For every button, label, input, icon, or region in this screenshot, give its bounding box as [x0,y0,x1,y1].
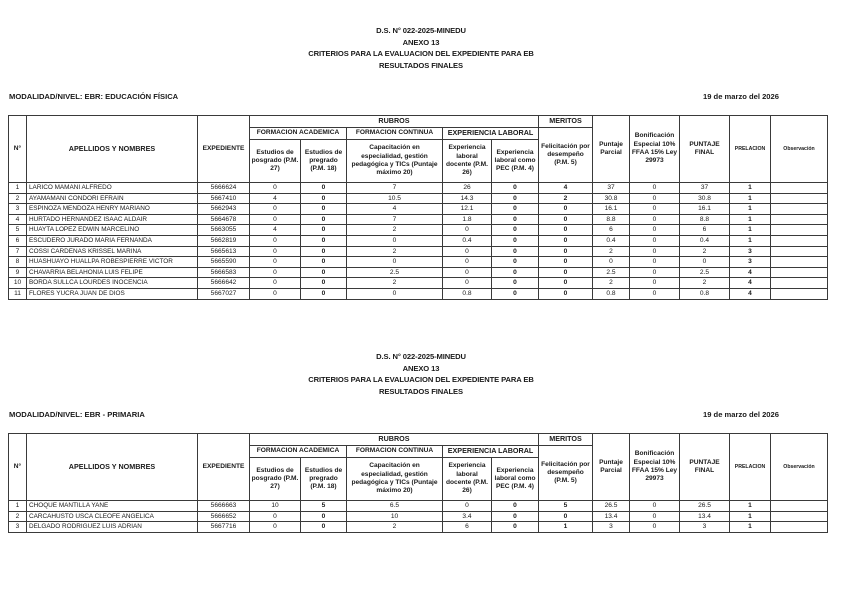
modalidad-label: MODALIDAD/NIVEL: EBR - PRIMARIA [9,410,145,419]
cell-n: 4 [9,214,27,225]
cell-nombre: ESCUDERO JURADO MARIA FERNANDA [27,235,198,246]
cell-capacitacion: 2 [347,246,443,257]
cell-parcial: 2 [593,278,630,289]
cell-n: 3 [9,522,27,533]
cell-prelacion: 1 [730,193,771,204]
col-exp-docente: Experiencia laboral docente (P.M. 26) [443,140,492,183]
cell-pregrado: 0 [301,511,347,522]
cell-exp-docente: 0 [443,225,492,236]
table-row [9,257,828,268]
cell-observacion [771,522,828,533]
cell-pregrado: 0 [301,522,347,533]
col-experiencia-laboral: EXPERIENCIA LABORAL [443,446,539,458]
cell-exp-pec: 0 [492,267,539,278]
cell-final: 37 [680,183,730,194]
annex-title: ANEXO 13 [402,363,440,373]
col-nombre: APELLIDOS Y NOMBRES [27,116,198,183]
cell-n: 9 [9,267,27,278]
col-expediente: EXPEDIENTE [198,434,250,501]
col-posgrado: Estudios de posgrado (P.M. 27) [250,458,301,501]
cell-final: 2 [680,278,730,289]
cell-posgrado: 0 [250,288,301,299]
cell-pregrado: 5 [301,501,347,512]
cell-prelacion: 1 [730,225,771,236]
cell-observacion [771,278,828,289]
table-row [9,214,828,225]
cell-felicitacion: 0 [539,288,593,299]
cell-final: 2.5 [680,267,730,278]
table-row [9,225,828,236]
cell-parcial: 3 [593,522,630,533]
cell-bonificacion: 0 [630,278,680,289]
cell-observacion [771,225,828,236]
cell-felicitacion: 1 [539,522,593,533]
cell-capacitacion: 0 [347,257,443,268]
cell-expediente: 5667410 [198,193,250,204]
cell-n: 7 [9,246,27,257]
table-row [9,522,828,533]
cell-final: 2 [680,246,730,257]
cell-nombre: LARICO MAMANI ALFREDO [27,183,198,194]
date-label: 19 de marzo del 2026 [703,410,779,419]
cell-posgrado: 0 [250,522,301,533]
cell-parcial: 2 [593,246,630,257]
cell-capacitacion: 2 [347,522,443,533]
col-capacitacion: Capacitación en especialidad, gestión pedagógica y TICs (Puntaje máximo 20) [347,458,443,501]
cell-n: 6 [9,235,27,246]
cell-exp-pec: 0 [492,246,539,257]
date-label: 19 de marzo del 2026 [703,92,779,101]
cell-parcial: 0.8 [593,288,630,299]
cell-parcial: 6 [593,225,630,236]
col-n: N° [9,116,27,183]
cell-capacitacion: 2 [347,278,443,289]
results-title: RESULTADOS FINALES [379,386,463,396]
col-felicitacion: Felicitación por desempeño (P.M. 5) [539,128,593,183]
cell-exp-docente: 0 [443,246,492,257]
cell-observacion [771,501,828,512]
cell-nombre: HUAYTA LOPEZ EDWIN MARCELINO [27,225,198,236]
table-row [9,267,828,278]
cell-expediente: 5662943 [198,204,250,215]
cell-exp-pec: 0 [492,257,539,268]
col-bonificacion: Bonificación Especial 10% FFAA 15% Ley 29973 [630,116,680,183]
cell-expediente: 5665613 [198,246,250,257]
cell-pregrado: 0 [301,235,347,246]
cell-parcial: 0 [593,257,630,268]
cell-n: 8 [9,257,27,268]
cell-parcial: 16.1 [593,204,630,215]
cell-felicitacion: 0 [539,246,593,257]
cell-capacitacion: 10 [347,511,443,522]
cell-exp-pec: 0 [492,214,539,225]
cell-bonificacion: 0 [630,235,680,246]
cell-pregrado: 0 [301,278,347,289]
cell-expediente: 5666583 [198,267,250,278]
cell-exp-pec: 0 [492,511,539,522]
results-title: RESULTADOS FINALES [379,60,463,70]
col-parcial: Puntaje Parcial [593,434,630,501]
cell-expediente: 5663055 [198,225,250,236]
cell-posgrado: 0 [250,257,301,268]
cell-pregrado: 0 [301,193,347,204]
cell-prelacion: 1 [730,214,771,225]
cell-exp-pec: 0 [492,235,539,246]
cell-final: 8.8 [680,214,730,225]
cell-observacion [771,214,828,225]
col-meritos: MERITOS [539,116,593,128]
cell-exp-pec: 0 [492,522,539,533]
cell-parcial: 30.8 [593,193,630,204]
cell-felicitacion: 4 [539,183,593,194]
cell-pregrado: 0 [301,204,347,215]
col-rubros: RUBROS [250,434,539,446]
cell-capacitacion: 10.5 [347,193,443,204]
col-exp-pec: Experiencia laboral como PEC (P.M. 4) [492,458,539,501]
cell-bonificacion: 0 [630,511,680,522]
col-prelacion: PRELACION [730,116,771,183]
cell-posgrado: 10 [250,501,301,512]
cell-prelacion: 1 [730,522,771,533]
col-exp-pec: Experiencia laboral como PEC (P.M. 4) [492,140,539,183]
cell-felicitacion: 0 [539,214,593,225]
table-row [9,511,828,522]
cell-nombre: CHOQUE MANTILLA YANE [27,501,198,512]
cell-n: 5 [9,225,27,236]
cell-bonificacion: 0 [630,193,680,204]
cell-capacitacion: 7 [347,183,443,194]
cell-expediente: 5667027 [198,288,250,299]
cell-prelacion: 3 [730,246,771,257]
cell-bonificacion: 0 [630,225,680,236]
cell-exp-docente: 0 [443,278,492,289]
cell-exp-docente: 0 [443,501,492,512]
col-bonificacion: Bonificación Especial 10% FFAA 15% Ley 29973 [630,434,680,501]
col-formacion-continua: FORMACION CONTINUA [347,446,443,458]
cell-felicitacion: 0 [539,225,593,236]
document-header-2 [0,351,842,397]
cell-nombre: ESPINOZA MENDOZA HENRY MARIANO [27,204,198,215]
cell-final: 0.8 [680,288,730,299]
cell-exp-pec: 0 [492,193,539,204]
cell-pregrado: 0 [301,225,347,236]
cell-exp-docente: 0.8 [443,288,492,299]
cell-expediente: 5666642 [198,278,250,289]
cell-expediente: 5666663 [198,501,250,512]
cell-exp-pec: 0 [492,501,539,512]
cell-final: 0 [680,257,730,268]
cell-bonificacion: 0 [630,204,680,215]
cell-nombre: COSSI CARDENAS KRISSEL MARINA [27,246,198,257]
cell-nombre: DELGADO RODRIGUEZ LUIS ADRIAN [27,522,198,533]
cell-n: 10 [9,278,27,289]
cell-posgrado: 0 [250,204,301,215]
cell-pregrado: 0 [301,183,347,194]
table-row [9,183,828,194]
cell-prelacion: 1 [730,183,771,194]
cell-prelacion: 4 [730,267,771,278]
table-row [9,235,828,246]
cell-bonificacion: 0 [630,246,680,257]
cell-nombre: HUASHUAYO HUALLPA ROBESPIERRE VICTOR [27,257,198,268]
cell-capacitacion: 2 [347,225,443,236]
cell-parcial: 0.4 [593,235,630,246]
table-row [9,193,828,204]
cell-pregrado: 0 [301,288,347,299]
criteria-title: CRITERIOS PARA LA EVALUACION DEL EXPEDIENTE PARA EB [308,375,534,384]
cell-prelacion: 1 [730,511,771,522]
cell-posgrado: 0 [250,278,301,289]
col-felicitacion: Felicitación por desempeño (P.M. 5) [539,446,593,501]
cell-capacitacion: 2.5 [347,267,443,278]
cell-parcial: 13.4 [593,511,630,522]
cell-bonificacion: 0 [630,288,680,299]
col-n: N° [9,434,27,501]
cell-posgrado: 0 [250,246,301,257]
cell-n: 2 [9,511,27,522]
cell-nombre: CHAVARRIA BELAHONIA LUIS FELIPE [27,267,198,278]
cell-parcial: 2.5 [593,267,630,278]
cell-felicitacion: 0 [539,235,593,246]
cell-observacion [771,511,828,522]
col-posgrado: Estudios de posgrado (P.M. 27) [250,140,301,183]
results-table-educacion-fisica [8,115,828,300]
cell-observacion [771,235,828,246]
cell-posgrado: 0 [250,183,301,194]
results-table-primaria [8,433,828,533]
cell-exp-pec: 0 [492,183,539,194]
cell-felicitacion: 0 [539,267,593,278]
cell-expediente: 5664678 [198,214,250,225]
cell-capacitacion: 7 [347,214,443,225]
cell-felicitacion: 2 [539,193,593,204]
cell-expediente: 5665590 [198,257,250,268]
cell-exp-docente: 0.4 [443,235,492,246]
cell-n: 2 [9,193,27,204]
col-formacion-continua: FORMACION CONTINUA [347,128,443,140]
cell-prelacion: 3 [730,257,771,268]
cell-prelacion: 1 [730,204,771,215]
criteria-title: CRITERIOS PARA LA EVALUACION DEL EXPEDIENTE PARA EB [308,49,534,58]
cell-pregrado: 0 [301,267,347,278]
col-observacion: Observación [771,434,828,501]
cell-prelacion: 1 [730,235,771,246]
cell-felicitacion: 0 [539,511,593,522]
cell-exp-pec: 0 [492,204,539,215]
cell-final: 6 [680,225,730,236]
cell-final: 26.5 [680,501,730,512]
cell-observacion [771,183,828,194]
cell-final: 30.8 [680,193,730,204]
cell-prelacion: 1 [730,501,771,512]
cell-felicitacion: 0 [539,257,593,268]
decree-title: D.S. N° 022-2025-MINEDU [376,26,466,35]
cell-bonificacion: 0 [630,214,680,225]
cell-capacitacion: 0 [347,288,443,299]
cell-bonificacion: 0 [630,183,680,194]
col-capacitacion: Capacitación en especialidad, gestión pedagógica y TICs (Puntaje máximo 20) [347,140,443,183]
cell-prelacion: 4 [730,278,771,289]
col-nombre: APELLIDOS Y NOMBRES [27,434,198,501]
cell-exp-docente: 14.3 [443,193,492,204]
cell-bonificacion: 0 [630,257,680,268]
cell-final: 0.4 [680,235,730,246]
annex-title: ANEXO 13 [402,37,440,47]
cell-felicitacion: 0 [539,204,593,215]
cell-expediente: 5667716 [198,522,250,533]
cell-nombre: HURTADO HERNANDEZ ISAAC ALDAIR [27,214,198,225]
cell-felicitacion: 5 [539,501,593,512]
table-row [9,278,828,289]
cell-observacion [771,288,828,299]
table-row [9,246,828,257]
cell-final: 3 [680,522,730,533]
modalidad-label: MODALIDAD/NIVEL: EBR: EDUCACIÓN FÍSICA [9,92,179,101]
table-row [9,501,828,512]
cell-observacion [771,193,828,204]
cell-final: 16.1 [680,204,730,215]
col-final: PUNTAJE FINAL [680,434,730,501]
cell-parcial: 8.8 [593,214,630,225]
cell-posgrado: 0 [250,235,301,246]
col-formacion-academica: FORMACION ACADEMICA [250,446,347,458]
cell-nombre: BORDA SULLCA LOURDES INOCENCIA [27,278,198,289]
col-final: PUNTAJE FINAL [680,116,730,183]
cell-posgrado: 0 [250,214,301,225]
cell-parcial: 26.5 [593,501,630,512]
cell-posgrado: 0 [250,511,301,522]
cell-exp-docente: 0 [443,267,492,278]
col-prelacion: PRELACION [730,434,771,501]
cell-n: 1 [9,501,27,512]
document-header-1 [0,25,842,71]
cell-nombre: AYAMAMANI CONDORI EFRAIN [27,193,198,204]
cell-pregrado: 0 [301,246,347,257]
cell-posgrado: 0 [250,267,301,278]
col-meritos: MERITOS [539,434,593,446]
cell-parcial: 37 [593,183,630,194]
cell-exp-docente: 26 [443,183,492,194]
cell-capacitacion: 6.5 [347,501,443,512]
cell-nombre: FLORES YUCRA JUAN DE DIOS [27,288,198,299]
cell-bonificacion: 0 [630,267,680,278]
cell-exp-docente: 6 [443,522,492,533]
cell-exp-docente: 3.4 [443,511,492,522]
col-formacion-academica: FORMACION ACADEMICA [250,128,347,140]
cell-felicitacion: 0 [539,278,593,289]
cell-exp-pec: 0 [492,225,539,236]
col-experiencia-laboral: EXPERIENCIA LABORAL [443,128,539,140]
col-rubros: RUBROS [250,116,539,128]
cell-n: 3 [9,204,27,215]
cell-pregrado: 0 [301,214,347,225]
table-row [9,288,828,299]
cell-prelacion: 4 [730,288,771,299]
cell-nombre: CARCAHUSTO USCA CLEOFE ANGELICA [27,511,198,522]
cell-capacitacion: 4 [347,204,443,215]
cell-capacitacion: 0 [347,235,443,246]
cell-exp-pec: 0 [492,288,539,299]
cell-bonificacion: 0 [630,501,680,512]
col-exp-docente: Experiencia laboral docente (P.M. 26) [443,458,492,501]
col-pregrado: Estudios de pregrado (P.M. 18) [301,140,347,183]
cell-exp-pec: 0 [492,278,539,289]
cell-expediente: 5666652 [198,511,250,522]
cell-n: 11 [9,288,27,299]
cell-observacion [771,204,828,215]
cell-pregrado: 0 [301,257,347,268]
cell-bonificacion: 0 [630,522,680,533]
cell-exp-docente: 0 [443,257,492,268]
cell-exp-docente: 1.8 [443,214,492,225]
cell-observacion [771,267,828,278]
cell-expediente: 5666624 [198,183,250,194]
decree-title: D.S. N° 022-2025-MINEDU [376,352,466,361]
cell-n: 1 [9,183,27,194]
cell-expediente: 5662819 [198,235,250,246]
cell-exp-docente: 12.1 [443,204,492,215]
col-parcial: Puntaje Parcial [593,116,630,183]
cell-observacion [771,246,828,257]
cell-posgrado: 4 [250,225,301,236]
cell-observacion [771,257,828,268]
cell-posgrado: 4 [250,193,301,204]
col-pregrado: Estudios de pregrado (P.M. 18) [301,458,347,501]
cell-final: 13.4 [680,511,730,522]
table-row [9,204,828,215]
col-expediente: EXPEDIENTE [198,116,250,183]
col-observacion: Observación [771,116,828,183]
